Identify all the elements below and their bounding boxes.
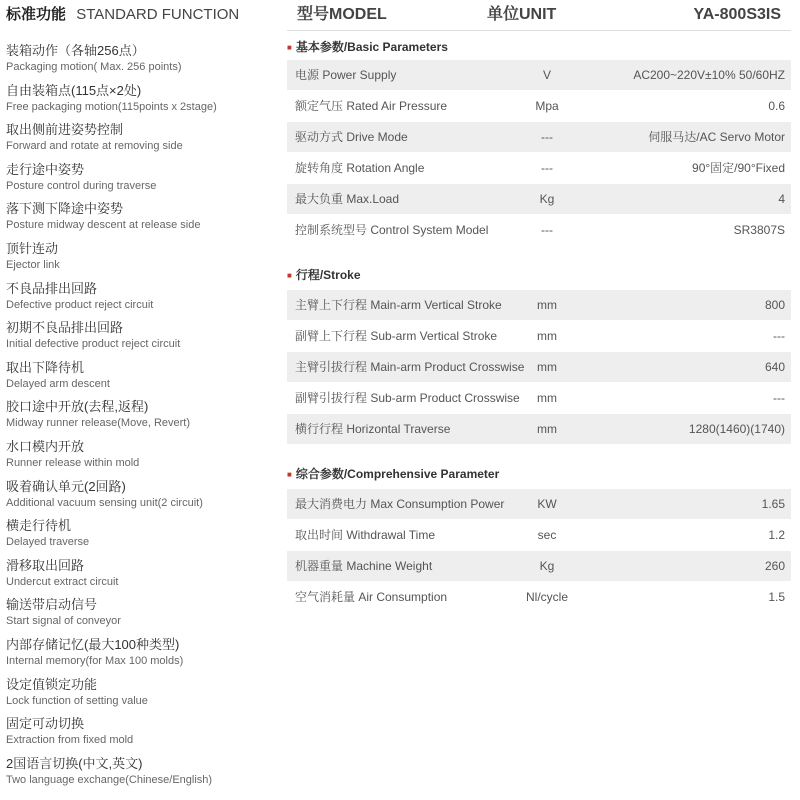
- parameter-value: 1.65: [761, 497, 785, 511]
- parameter-param: 最大负重 Max.Load: [295, 192, 400, 206]
- parameter-value: 伺服马达/AC Servo Motor: [648, 130, 785, 144]
- parameter-row: [287, 184, 791, 214]
- parameter-param: 副臂上下行程 Sub-arm Vertical Stroke: [295, 329, 498, 343]
- feature-label-zh: 装箱动作（各轴256点）: [6, 43, 145, 58]
- feature-item: [6, 319, 276, 359]
- parameter-row: [287, 153, 791, 183]
- feature-label-zh: 吸着确认单元(2回路): [6, 478, 126, 494]
- feature-label-en: Posture control during traverse: [6, 179, 157, 192]
- feature-label-en: Delayed traverse: [6, 536, 90, 549]
- standard-function-header: [6, 0, 276, 30]
- parameter-header: [287, 0, 791, 30]
- feature-label-zh: 水口模内开放: [6, 438, 85, 454]
- feature-label-zh: 内部存储记忆(最大100种类型): [6, 636, 180, 652]
- feature-label-zh: 滑移取出回路: [6, 557, 85, 573]
- feature-label-en: Lock function of setting value: [6, 694, 148, 707]
- section-title: [287, 465, 499, 482]
- section-title-text: 基本参数/Basic Parameters: [295, 40, 448, 54]
- parameter-unit: V: [542, 68, 551, 82]
- feature-item: [6, 636, 276, 676]
- feature-label-zh: 横走行待机: [6, 518, 72, 534]
- parameter-table: [287, 60, 791, 246]
- parameter-param: 取出时间 Withdrawal Time: [295, 528, 436, 542]
- square-bullet-icon: ■: [287, 470, 292, 480]
- feature-label-en: Extraction from fixed mold: [6, 734, 134, 747]
- feature-item: [6, 438, 276, 478]
- parameter-unit: Mpa: [535, 99, 559, 113]
- parameter-unit: Kg: [539, 559, 555, 573]
- feature-item: [6, 359, 276, 399]
- feature-label-en: Packaging motion( Max. 256 points): [6, 61, 182, 73]
- square-bullet-icon: ■: [287, 43, 292, 53]
- feature-label-en: Defective product reject circuit: [6, 298, 154, 311]
- feature-item: [6, 121, 276, 161]
- feature-label-zh: 落下测下降途中姿势: [6, 201, 124, 217]
- parameter-table: [287, 489, 791, 613]
- parameter-row: [287, 321, 791, 351]
- model-value: YA-800S3IS: [693, 6, 781, 23]
- feature-label-zh: 2国语言切换(中文,英文): [6, 755, 143, 771]
- parameter-unit: ---: [541, 223, 553, 237]
- feature-label-zh: 设定值锁定功能: [6, 676, 98, 692]
- parameter-row: [287, 414, 791, 444]
- parameter-row: [287, 215, 791, 245]
- parameter-value: ---: [773, 329, 785, 343]
- feature-item: [6, 398, 276, 438]
- parameter-param: 主臂上下行程 Main-arm Vertical Stroke: [295, 298, 502, 312]
- feature-label-en: Forward and rotate at removing side: [6, 140, 183, 153]
- parameter-param: 控制系统型号 Control System Model: [295, 223, 489, 237]
- feature-label-zh: 固定可动切换: [6, 716, 85, 732]
- parameter-value: 90°固定/90°Fixed: [692, 161, 785, 175]
- parameter-unit: mm: [537, 329, 557, 343]
- parameter-unit: ---: [541, 161, 553, 175]
- parameter-param: 副臂引拔行程 Sub-arm Product Crosswise: [295, 391, 520, 405]
- standard-function-title-en: STANDARD FUNCTION: [76, 6, 240, 23]
- feature-item: [6, 755, 276, 795]
- parameter-param: 电源 Power Supply: [295, 68, 397, 82]
- header-divider: [287, 30, 791, 31]
- section-title-text: 综合参数/Comprehensive Parameter: [295, 467, 500, 481]
- parameter-table: [287, 290, 791, 445]
- feature-label-en: Free packaging motion(115points x 2stage): [6, 100, 217, 113]
- parameter-value: 260: [764, 559, 785, 573]
- parameter-param: 横行行程 Horizontal Traverse: [295, 422, 451, 436]
- parameter-value: 0.6: [768, 99, 785, 113]
- standard-function-title-zh: 标准功能: [6, 6, 67, 23]
- parameter-value: AC200~220V±10% 50/60HZ: [633, 68, 785, 82]
- feature-label-zh: 自由装箱点(115点×2处): [6, 82, 142, 98]
- feature-label-zh: 取出侧前进姿势控制: [6, 122, 124, 138]
- parameter-param: 最大消费电力 Max Consumption Power: [295, 497, 505, 511]
- feature-label-en: Additional vacuum sensing unit(2 circuit): [6, 496, 203, 509]
- parameter-row: [287, 290, 791, 320]
- parameter-param: 驱动方式 Drive Mode: [295, 130, 408, 144]
- parameter-row: [287, 582, 791, 612]
- parameter-param: 主臂引拔行程 Main-arm Product Crosswise: [295, 360, 525, 374]
- parameter-row: [287, 91, 791, 121]
- feature-item: [6, 557, 276, 597]
- unit-label: 单位UNIT: [487, 6, 557, 23]
- parameter-unit: Kg: [539, 192, 555, 206]
- section-title: [287, 38, 448, 55]
- parameter-panel: [287, 0, 791, 604]
- parameter-value: 1.5: [768, 590, 785, 604]
- feature-label-en: Initial defective product reject circuit: [6, 338, 181, 351]
- feature-label-en: Midway runner release(Move, Revert): [6, 417, 191, 430]
- section-title-text: 行程/Stroke: [295, 268, 361, 282]
- feature-label-en: Runner release within mold: [6, 456, 140, 469]
- feature-label-zh: 顶针连动: [6, 240, 59, 256]
- feature-label-zh: 不良品排出回路: [6, 280, 98, 296]
- feature-list: [6, 42, 276, 794]
- feature-item: [6, 517, 276, 557]
- feature-item: [6, 82, 276, 122]
- feature-item: [6, 280, 276, 320]
- feature-item: [6, 478, 276, 518]
- model-label: 型号MODEL: [297, 6, 387, 23]
- section-title: [287, 266, 361, 283]
- parameter-value: ---: [773, 391, 785, 405]
- feature-label-en: Posture midway descent at release side: [6, 219, 201, 232]
- parameter-row: [287, 122, 791, 152]
- feature-label-en: Start signal of conveyor: [6, 615, 121, 628]
- parameter-param: 空气消耗量 Air Consumption: [295, 590, 448, 604]
- feature-label-zh: 输送带启动信号: [6, 597, 98, 613]
- standard-function-panel: [6, 0, 276, 794]
- feature-label-en: Undercut extract circuit: [6, 575, 119, 588]
- parameter-value: 640: [764, 360, 785, 374]
- feature-label-zh: 走行途中姿势: [6, 161, 85, 177]
- parameter-param: 机器重量 Machine Weight: [295, 559, 433, 573]
- feature-label-zh: 取出下降待机: [6, 359, 85, 375]
- parameter-unit: mm: [537, 298, 557, 312]
- feature-label-en: Internal memory(for Max 100 molds): [6, 654, 184, 667]
- feature-item: [6, 42, 276, 82]
- feature-item: [6, 161, 276, 201]
- parameter-unit: Nl/cycle: [525, 590, 568, 604]
- feature-item: [6, 596, 276, 636]
- parameter-row: [287, 383, 791, 413]
- parameter-row: [287, 489, 791, 519]
- parameter-row: [287, 551, 791, 581]
- parameter-unit: KW: [537, 497, 557, 511]
- feature-label-en: Ejector link: [6, 258, 60, 271]
- parameter-value: 1.2: [768, 528, 785, 542]
- feature-label-en: Delayed arm descent: [6, 377, 110, 390]
- feature-label-zh: 胶口途中开放(去程,返程): [6, 399, 149, 415]
- square-bullet-icon: ■: [287, 271, 292, 281]
- feature-item: [6, 200, 276, 240]
- parameter-unit: mm: [537, 391, 557, 405]
- parameter-row: [287, 60, 791, 90]
- parameter-value: 800: [764, 298, 785, 312]
- parameter-unit: ---: [541, 130, 553, 144]
- parameter-param: 额定气压 Rated Air Pressure: [295, 99, 448, 113]
- feature-label-zh: 初期不良品排出回路: [6, 320, 124, 336]
- parameter-row: [287, 352, 791, 382]
- parameter-value: 1280(1460)(1740): [688, 422, 785, 436]
- feature-item: [6, 715, 276, 755]
- parameter-value: SR3807S: [733, 223, 785, 237]
- feature-item: [6, 676, 276, 716]
- parameter-value: 4: [778, 192, 785, 206]
- parameter-unit: mm: [537, 360, 557, 374]
- feature-item: [6, 240, 276, 280]
- parameter-unit: mm: [537, 422, 557, 436]
- feature-label-en: Two language exchange(Chinese/English): [6, 773, 213, 786]
- parameter-unit: sec: [537, 528, 557, 542]
- parameter-param: 旋转角度 Rotation Angle: [295, 161, 425, 175]
- parameter-row: [287, 520, 791, 550]
